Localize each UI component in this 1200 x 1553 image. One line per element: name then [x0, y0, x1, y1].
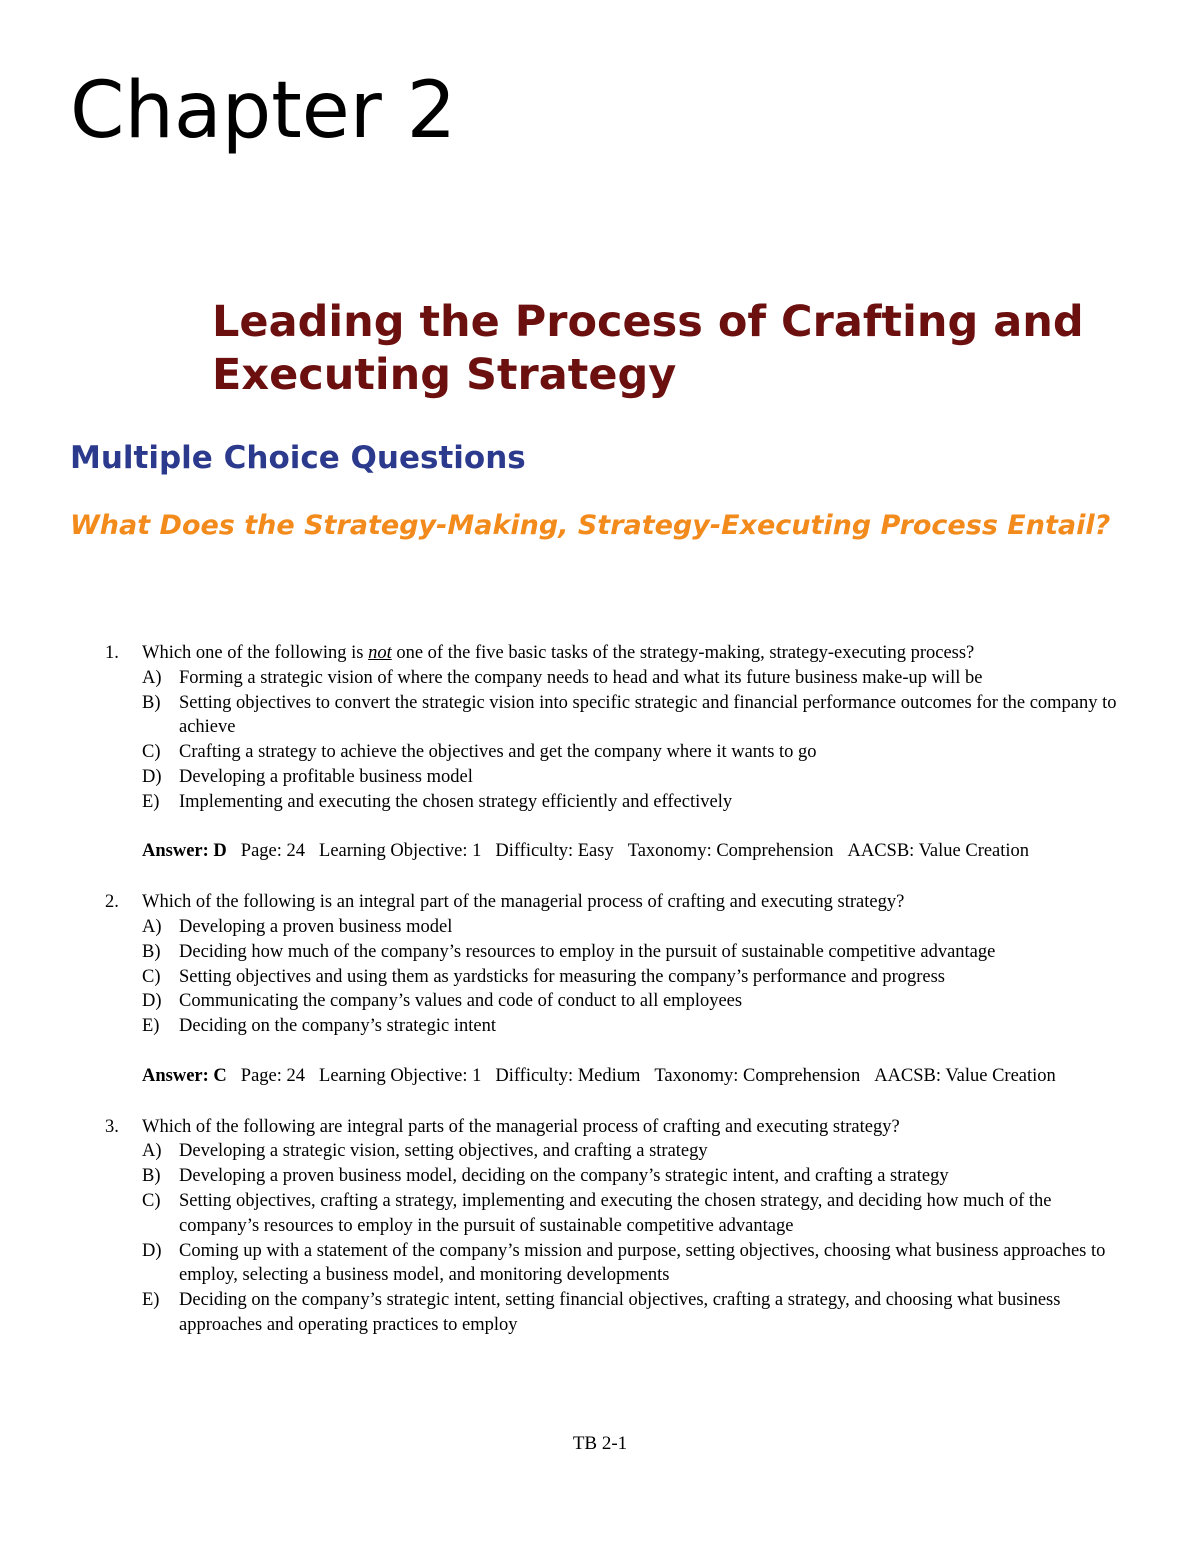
- answer-page: Page: 24: [240, 1065, 306, 1086]
- option-letter: A): [142, 1141, 162, 1162]
- option-d: [142, 989, 1200, 1014]
- option-text: Coming up with a statement of the company’s mission and purpose, setting objectives, choosing what business approaches to employ, selecting a business model, and monitoring developments: [179, 1240, 1106, 1286]
- option-text: Developing a proven business model: [179, 916, 453, 937]
- option-text: Setting objectives, crafting a strategy, implementing and executing the chosen strategy, and deciding how much of the company’s resources to employ in the pursuit of sustainable competitive advantage: [179, 1190, 1052, 1236]
- answer-learning-objective: Learning Objective: 1: [319, 841, 482, 862]
- option-text: Forming a strategic vision of where the company needs to head and what its future business make-up will be: [179, 667, 983, 688]
- option-d: [142, 765, 1200, 790]
- answer-options: [0, 1139, 1200, 1337]
- option-letter: C): [142, 966, 161, 987]
- option-b: [142, 1164, 1200, 1189]
- question-stem: Which of the following are integral parts of the managerial process of crafting and executing strategy?: [142, 1116, 900, 1137]
- option-letter: C): [142, 742, 161, 763]
- option-b: [142, 691, 1200, 741]
- option-b: [142, 940, 1200, 965]
- question-3: [0, 1115, 1200, 1338]
- question-1: [0, 641, 1200, 864]
- answer-label: Answer: C: [142, 1065, 227, 1086]
- chapter-title: Leading the Process of Crafting and Executing Strategy: [212, 297, 1084, 400]
- subsection-heading: What Does the Strategy-Making, Strategy-Executing Process Entail?: [70, 510, 1111, 541]
- question-2: [0, 890, 1200, 1088]
- answer-options: [0, 915, 1200, 1039]
- option-text: Crafting a strategy to achieve the objectives and get the company where it wants to go: [179, 742, 817, 763]
- option-letter: A): [142, 916, 162, 937]
- option-letter: E): [142, 1290, 160, 1311]
- question-number: 3.: [105, 1116, 119, 1137]
- answer-aacsb: AACSB: Value Creation: [874, 1065, 1056, 1086]
- option-letter: D): [142, 1240, 162, 1261]
- option-text: Developing a proven business model, deciding on the company’s strategic intent, and crafting a strategy: [179, 1166, 949, 1187]
- section-heading: Multiple Choice Questions: [70, 440, 526, 476]
- question-number: 2.: [105, 892, 119, 913]
- option-a: [142, 666, 1200, 691]
- option-text: Developing a profitable business model: [179, 766, 473, 787]
- page-footer: TB 2-1: [572, 1433, 628, 1454]
- option-letter: C): [142, 1190, 161, 1211]
- answer-metadata: [142, 839, 1132, 864]
- option-text: Setting objectives to convert the strategic vision into specific strategic and financial performance outcomes for the company to achieve: [179, 692, 1117, 738]
- option-d: [142, 1239, 1200, 1289]
- option-text: Setting objectives and using them as yardsticks for measuring the company’s performance and progress: [179, 966, 946, 987]
- option-text: Deciding on the company’s strategic intent: [179, 1016, 496, 1037]
- option-c: [142, 965, 1200, 990]
- option-a: [142, 915, 1200, 940]
- option-text: Implementing and executing the chosen strategy efficiently and effectively: [179, 791, 733, 812]
- option-c: [142, 740, 1200, 765]
- question-stem: Which of the following is an integral part of the managerial process of crafting and executing strategy?: [142, 892, 905, 913]
- stem-text: Which one of the following is: [142, 643, 369, 663]
- question-stem: [142, 641, 1132, 666]
- question-number: 1.: [105, 643, 119, 663]
- answer-taxonomy: Taxonomy: Comprehension: [654, 1065, 861, 1086]
- option-letter: D): [142, 991, 162, 1012]
- option-text: Deciding on the company’s strategic intent, setting financial objectives, crafting a strategy, and choosing what business approaches and operating practices to employ: [179, 1290, 1061, 1335]
- option-letter: D): [142, 766, 162, 787]
- answer-difficulty: Difficulty: Easy: [495, 841, 614, 862]
- answer-difficulty: Difficulty: Medium: [495, 1065, 641, 1086]
- answer-page: Page: 24: [240, 841, 306, 862]
- stem-text-after: one of the five basic tasks of the strategy-making, strategy-executing process?: [391, 643, 975, 663]
- option-letter: E): [142, 1016, 160, 1037]
- answer-learning-objective: Learning Objective: 1: [319, 1065, 482, 1086]
- answer-metadata: [142, 1064, 1132, 1089]
- option-text: Developing a strategic vision, setting objectives, and crafting a strategy: [179, 1141, 708, 1162]
- chapter-heading: Chapter 2: [70, 66, 457, 156]
- question-list: [0, 641, 1200, 1338]
- option-e: [142, 1014, 1200, 1039]
- option-e: [142, 1288, 1200, 1338]
- option-letter: B): [142, 1166, 161, 1187]
- answer-taxonomy: Taxonomy: Comprehension: [627, 841, 834, 862]
- option-text: Communicating the company’s values and code of conduct to all employees: [179, 991, 743, 1012]
- option-letter: E): [142, 791, 160, 812]
- answer-options: [0, 666, 1200, 815]
- stem-emphasis: not: [368, 643, 392, 663]
- option-c: [142, 1189, 1200, 1239]
- option-letter: A): [142, 667, 162, 688]
- option-e: [142, 790, 1200, 815]
- answer-label: Answer: D: [142, 841, 227, 862]
- option-a: [142, 1139, 1200, 1164]
- option-text: Deciding how much of the company’s resources to employ in the pursuit of sustainable competitive advantage: [179, 941, 996, 962]
- answer-aacsb: AACSB: Value Creation: [847, 841, 1030, 862]
- option-letter: B): [142, 941, 161, 962]
- option-letter: B): [142, 692, 161, 713]
